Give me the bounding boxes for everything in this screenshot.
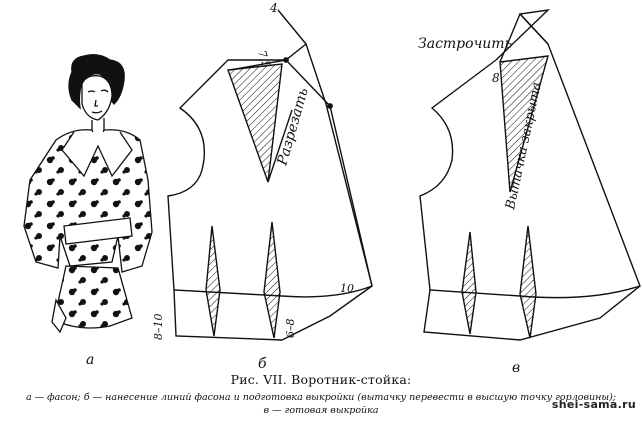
waist-dart-v2 <box>520 226 536 338</box>
waist-dart-b1 <box>206 226 220 336</box>
label-panel-v: в <box>512 360 521 376</box>
label-b-hem-mid: 6–8 <box>284 318 297 338</box>
label-b-hem-left: 8–10 <box>152 313 165 340</box>
label-panel-b: б <box>258 356 267 372</box>
waist-dart-b2 <box>264 222 280 338</box>
label-b-neck: 7,5 <box>255 48 273 70</box>
figure-caption-title: Рис. VII. Воротник-стойка: <box>230 372 412 387</box>
fashion-illustration <box>24 55 152 332</box>
figure-caption-line2: в — готовая выкройка <box>263 405 379 416</box>
pattern-v <box>420 10 640 340</box>
label-v-num: 8 <box>492 71 500 85</box>
label-b-hem-right: 10 <box>340 282 354 295</box>
label-b-shoulder: 4 <box>270 1 278 15</box>
label-panel-a: а <box>86 352 95 368</box>
watermark: shei-sama.ru <box>551 398 636 411</box>
waist-dart-v1 <box>462 232 476 334</box>
label-v-stitch: Застрочить <box>418 36 513 52</box>
label-b-cut: Разрезать <box>274 86 312 168</box>
figure-caption-line1: а — фасон; б — нанесение линий фасона и подготовка выкройки (вытачку перевести в высшую точку горловины); <box>25 392 617 403</box>
label-v-dart-closed: Вытачка закрыта <box>503 80 545 211</box>
